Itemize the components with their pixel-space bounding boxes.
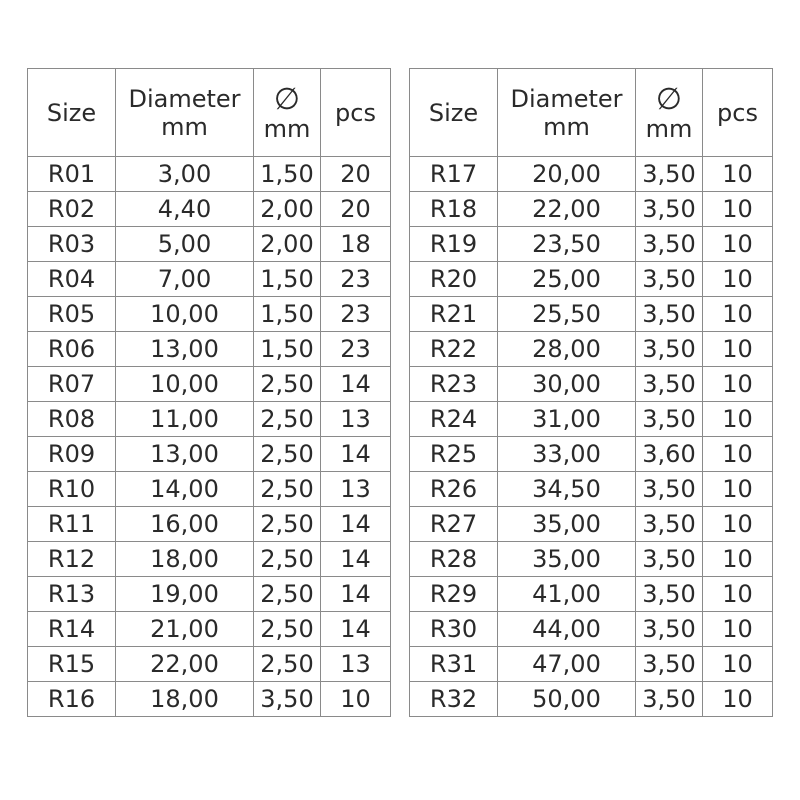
table-row	[410, 157, 773, 192]
cell-wire-diameter: 2,50	[254, 612, 321, 647]
cell-wire-diameter: 3,50	[636, 297, 703, 332]
cell-size: R32	[410, 682, 498, 717]
cell-pcs: 14	[321, 577, 391, 612]
cell-wire-diameter: 3,50	[636, 332, 703, 367]
cell-wire-diameter: 2,50	[254, 367, 321, 402]
cell-pcs: 14	[321, 437, 391, 472]
table-row	[410, 437, 773, 472]
table-row	[410, 542, 773, 577]
cell-diameter: 30,00	[498, 367, 636, 402]
cell-pcs: 10	[703, 367, 773, 402]
cell-size: R30	[410, 612, 498, 647]
cell-diameter: 3,00	[116, 157, 254, 192]
cell-diameter: 47,00	[498, 647, 636, 682]
cell-wire-diameter: 3,50	[636, 612, 703, 647]
cell-diameter: 13,00	[116, 332, 254, 367]
cell-wire-diameter: 1,50	[254, 297, 321, 332]
cell-pcs: 10	[703, 577, 773, 612]
cell-wire-diameter: 3,50	[636, 367, 703, 402]
header-pcs: pcs	[321, 69, 391, 157]
cell-diameter: 25,00	[498, 262, 636, 297]
cell-diameter: 14,00	[116, 472, 254, 507]
table-row	[28, 507, 391, 542]
cell-pcs: 10	[703, 647, 773, 682]
cell-wire-diameter: 3,50	[636, 262, 703, 297]
cell-size: R09	[28, 437, 116, 472]
table-row	[410, 472, 773, 507]
table-row	[28, 682, 391, 717]
cell-diameter: 23,50	[498, 227, 636, 262]
table-row	[410, 367, 773, 402]
cell-diameter: 41,00	[498, 577, 636, 612]
cell-pcs: 10	[703, 682, 773, 717]
table-row	[28, 192, 391, 227]
cell-diameter: 11,00	[116, 402, 254, 437]
cell-pcs: 10	[703, 472, 773, 507]
cell-size: R10	[28, 472, 116, 507]
cell-pcs: 10	[703, 332, 773, 367]
header-diameter-unit: mm	[161, 112, 208, 141]
header-wire-diameter	[254, 69, 321, 157]
header-size: Size	[28, 69, 116, 157]
header-pcs: pcs	[703, 69, 773, 157]
cell-diameter: 21,00	[116, 612, 254, 647]
header-row	[28, 69, 391, 157]
cell-size: R23	[410, 367, 498, 402]
cell-size: R04	[28, 262, 116, 297]
cell-wire-diameter: 1,50	[254, 332, 321, 367]
cell-size: R19	[410, 227, 498, 262]
cell-wire-diameter: 2,00	[254, 227, 321, 262]
table-row	[28, 227, 391, 262]
cell-pcs: 14	[321, 612, 391, 647]
cell-wire-diameter: 1,50	[254, 157, 321, 192]
cell-wire-diameter: 3,50	[636, 507, 703, 542]
cell-pcs: 23	[321, 332, 391, 367]
table-row	[410, 647, 773, 682]
table-row	[28, 647, 391, 682]
cell-size: R15	[28, 647, 116, 682]
header-size: Size	[410, 69, 498, 157]
cell-diameter: 22,00	[116, 647, 254, 682]
cell-size: R12	[28, 542, 116, 577]
cell-wire-diameter: 3,50	[636, 682, 703, 717]
header-row	[410, 69, 773, 157]
cell-diameter: 20,00	[498, 157, 636, 192]
table-row	[28, 472, 391, 507]
cell-pcs: 10	[703, 297, 773, 332]
cell-pcs: 13	[321, 472, 391, 507]
cell-pcs: 10	[321, 682, 391, 717]
table-row	[28, 577, 391, 612]
table-row	[28, 612, 391, 647]
cell-wire-diameter: 3,50	[636, 542, 703, 577]
cell-pcs: 10	[703, 157, 773, 192]
table-row	[410, 577, 773, 612]
cell-diameter: 13,00	[116, 437, 254, 472]
cell-diameter: 19,00	[116, 577, 254, 612]
table-row	[28, 332, 391, 367]
cell-diameter: 16,00	[116, 507, 254, 542]
cell-size: R31	[410, 647, 498, 682]
cell-size: R07	[28, 367, 116, 402]
cell-wire-diameter: 3,50	[636, 647, 703, 682]
table-row	[410, 192, 773, 227]
cell-size: R05	[28, 297, 116, 332]
cell-size: R03	[28, 227, 116, 262]
cell-wire-diameter: 2,50	[254, 577, 321, 612]
cell-size: R11	[28, 507, 116, 542]
table-row	[410, 332, 773, 367]
size-table-left	[27, 68, 391, 717]
table-row	[28, 542, 391, 577]
header-diameter	[116, 69, 254, 157]
cell-diameter: 10,00	[116, 367, 254, 402]
cell-diameter: 25,50	[498, 297, 636, 332]
table-row	[410, 612, 773, 647]
cell-wire-diameter: 3,50	[636, 227, 703, 262]
cell-size: R18	[410, 192, 498, 227]
cell-pcs: 23	[321, 262, 391, 297]
cell-wire-diameter: 3,50	[636, 577, 703, 612]
cell-size: R26	[410, 472, 498, 507]
cell-pcs: 10	[703, 402, 773, 437]
table-row	[28, 297, 391, 332]
cell-pcs: 20	[321, 157, 391, 192]
table-row	[410, 297, 773, 332]
cell-size: R14	[28, 612, 116, 647]
cell-size: R13	[28, 577, 116, 612]
cell-diameter: 18,00	[116, 682, 254, 717]
cell-diameter: 35,00	[498, 507, 636, 542]
cell-pcs: 13	[321, 647, 391, 682]
table-row	[28, 437, 391, 472]
cell-wire-diameter: 3,50	[636, 472, 703, 507]
cell-pcs: 10	[703, 437, 773, 472]
cell-size: R28	[410, 542, 498, 577]
cell-diameter: 31,00	[498, 402, 636, 437]
cell-diameter: 5,00	[116, 227, 254, 262]
cell-wire-diameter: 2,50	[254, 472, 321, 507]
cell-wire-diameter: 3,60	[636, 437, 703, 472]
cell-size: R22	[410, 332, 498, 367]
cell-size: R21	[410, 297, 498, 332]
cell-size: R20	[410, 262, 498, 297]
cell-diameter: 4,40	[116, 192, 254, 227]
table-row	[28, 262, 391, 297]
cell-diameter: 10,00	[116, 297, 254, 332]
cell-diameter: 28,00	[498, 332, 636, 367]
header-diameter-label: Diameter	[510, 84, 623, 113]
table-row	[410, 227, 773, 262]
header-diameter-label: Diameter	[128, 84, 241, 113]
cell-wire-diameter: 2,50	[254, 402, 321, 437]
cell-wire-diameter: 2,50	[254, 507, 321, 542]
cell-pcs: 14	[321, 507, 391, 542]
cell-diameter: 34,50	[498, 472, 636, 507]
cell-pcs: 20	[321, 192, 391, 227]
cell-diameter: 35,00	[498, 542, 636, 577]
cell-size: R01	[28, 157, 116, 192]
cell-pcs: 10	[703, 542, 773, 577]
cell-pcs: 10	[703, 192, 773, 227]
size-table-right	[409, 68, 773, 717]
cell-pcs: 10	[703, 507, 773, 542]
cell-diameter: 50,00	[498, 682, 636, 717]
cell-size: R25	[410, 437, 498, 472]
cell-wire-diameter: 3,50	[636, 157, 703, 192]
cell-wire-diameter: 3,50	[636, 192, 703, 227]
cell-wire-diameter: 2,00	[254, 192, 321, 227]
cell-size: R17	[410, 157, 498, 192]
cell-diameter: 18,00	[116, 542, 254, 577]
cell-wire-diameter: 2,50	[254, 647, 321, 682]
cell-size: R08	[28, 402, 116, 437]
header-diameter-unit: mm	[543, 112, 590, 141]
cell-pcs: 18	[321, 227, 391, 262]
cell-size: R16	[28, 682, 116, 717]
cell-wire-diameter: 1,50	[254, 262, 321, 297]
cell-size: R29	[410, 577, 498, 612]
table-row	[410, 402, 773, 437]
cell-pcs: 23	[321, 297, 391, 332]
header-wire-unit: mm	[645, 114, 693, 143]
cell-pcs: 13	[321, 402, 391, 437]
cell-size: R27	[410, 507, 498, 542]
header-wire-diameter	[636, 69, 703, 157]
cell-wire-diameter: 2,50	[254, 542, 321, 577]
cell-diameter: 22,00	[498, 192, 636, 227]
table-row	[28, 367, 391, 402]
cell-wire-diameter: 3,50	[254, 682, 321, 717]
cell-size: R24	[410, 402, 498, 437]
cell-diameter: 33,00	[498, 437, 636, 472]
cell-pcs: 14	[321, 367, 391, 402]
cell-wire-diameter: 3,50	[636, 402, 703, 437]
cell-diameter: 44,00	[498, 612, 636, 647]
cell-pcs: 10	[703, 612, 773, 647]
cell-diameter: 7,00	[116, 262, 254, 297]
table-row	[28, 157, 391, 192]
header-wire-unit: mm	[263, 114, 311, 143]
cell-pcs: 10	[703, 227, 773, 262]
table-row	[410, 507, 773, 542]
header-diameter	[498, 69, 636, 157]
cell-wire-diameter: 2,50	[254, 437, 321, 472]
cell-size: R06	[28, 332, 116, 367]
cell-pcs: 10	[703, 262, 773, 297]
cell-pcs: 14	[321, 542, 391, 577]
diameter-symbol-icon: ∅	[273, 81, 301, 117]
table-row	[410, 262, 773, 297]
table-row	[410, 682, 773, 717]
cell-size: R02	[28, 192, 116, 227]
diameter-symbol-icon: ∅	[655, 81, 683, 117]
table-row	[28, 402, 391, 437]
